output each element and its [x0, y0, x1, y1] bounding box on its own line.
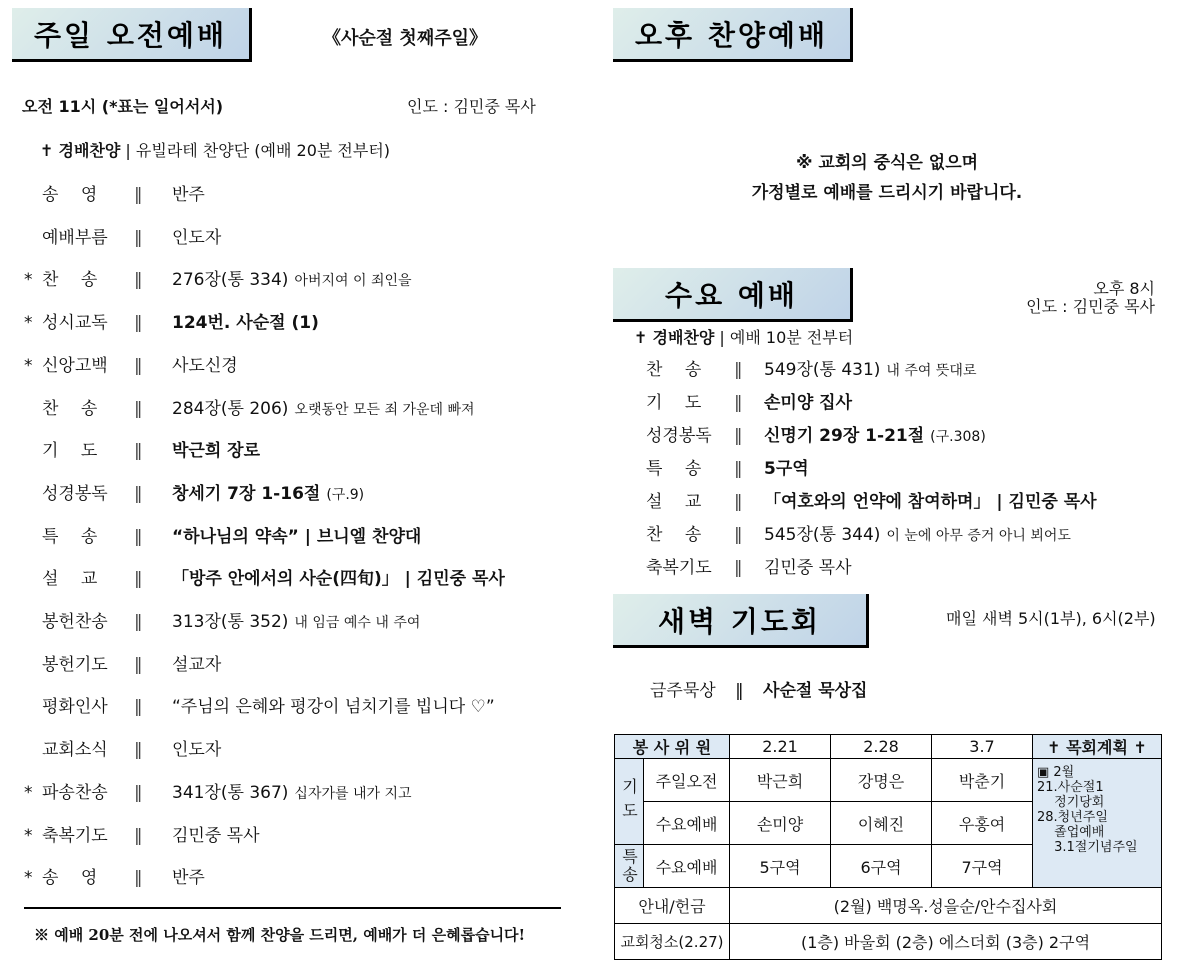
footer-divider: [24, 907, 561, 909]
order-item-value: 창세기 7장 1-16절: [172, 483, 321, 504]
plan-line: ▣ 2월: [1037, 765, 1075, 780]
table-header-cell: 2.28: [831, 735, 932, 759]
plan-header: ✝ 목회계획 ✝: [1033, 735, 1162, 759]
order-item-label: 특 송: [646, 459, 702, 479]
prelude-value: 예배 10분 전부터: [729, 328, 854, 347]
order-item-label: 파송찬송: [42, 782, 108, 803]
order-item: [24, 735, 221, 760]
afternoon-notice-2: 가정별로 예배를 드리시기 바랍니다.: [751, 183, 1023, 203]
order-item-value: 545장(통 344): [764, 525, 881, 545]
cleaning-label: 교회청소(2.27): [615, 924, 730, 960]
table-cell: 7구역: [932, 845, 1033, 888]
order-item-value: 313장(통 352): [172, 612, 289, 632]
table-header-cell: 봉 사 위 원: [615, 735, 730, 759]
meditation-label: 금주묵상: [650, 681, 716, 701]
order-item-value: 박근희 장로: [172, 441, 261, 462]
afternoon-service-title: 오후 찬양예배: [613, 8, 853, 62]
prelude-label: 경배찬양: [652, 328, 715, 347]
order-item-value: 「방주 안에서의 사순(四旬)」 | 김민중 목사: [172, 569, 505, 590]
volunteer-schedule-table: [614, 734, 1162, 960]
sunday-prelude: [40, 138, 390, 161]
order-item-sep: ‖: [734, 558, 743, 578]
order-item-value: 설교자: [172, 654, 222, 675]
order-item-label: 평화인사: [42, 697, 108, 718]
order-item: [24, 180, 205, 205]
plan-line: 21.사순절1: [1037, 780, 1104, 795]
order-item-value: 284장(통 206): [172, 398, 289, 419]
order-item: [24, 778, 412, 803]
order-item-sep: ‖: [134, 270, 143, 291]
afternoon-notice-1: ※ 교회의 중식은 없으며: [795, 153, 979, 173]
pastoral-plan: [1033, 759, 1162, 888]
order-item-note: 십자가를 내가 지고: [294, 785, 412, 802]
cross-icon: ✝: [634, 328, 648, 347]
order-item-value: 인도자: [172, 227, 222, 248]
order-item-note: (구.308): [930, 429, 986, 445]
wednesday-order-item: [646, 487, 1097, 512]
order-item-sep: ‖: [734, 492, 743, 512]
order-item-label: 찬 송: [42, 398, 98, 419]
group-label-prayer: 기도: [615, 759, 644, 845]
footer-notice: ※ 예배 20분 전에 나오셔서 함께 찬양을 드리면, 예배가 더 은혜롭습니다!: [34, 926, 526, 944]
order-item: [24, 564, 505, 589]
order-item-label: 찬 송: [42, 270, 98, 291]
order-item-value: 인도자: [172, 740, 222, 761]
order-item-value: 「여호와의 언약에 참여하며」 | 김민중 목사: [764, 492, 1097, 512]
table-cell: 강명은: [831, 759, 932, 802]
order-item-sep: ‖: [734, 393, 743, 413]
order-item-value: 반주: [172, 185, 205, 205]
table-cell: 손미양: [730, 802, 831, 845]
order-item-value: 신명기 29장 1-21절: [764, 426, 925, 446]
order-item-value: “하나님의 약속” | 브니엘 찬양대: [172, 526, 422, 547]
stand-mark: *: [24, 270, 33, 291]
plan-line: 졸업예배: [1037, 825, 1105, 840]
order-item-sep: ‖: [134, 782, 143, 803]
stand-mark: *: [24, 782, 33, 803]
sunday-service-title: 주일 오전예배: [12, 8, 252, 62]
order-item-sep: ‖: [734, 426, 743, 446]
group-label-special: 특송: [615, 845, 644, 888]
order-item-label: 기 도: [42, 441, 98, 462]
order-item-note: 오랫동안 모든 죄 가운데 빠져: [294, 401, 475, 418]
order-item-label: 봉헌기도: [42, 654, 108, 675]
plan-line: 정기당회: [1037, 795, 1105, 810]
order-item-label: 성경봉독: [646, 426, 712, 446]
order-item-value: 사도신경: [172, 355, 238, 376]
wednesday-prelude: [634, 325, 853, 348]
table-cell: 수요예배: [644, 802, 730, 845]
order-item-label: 찬 송: [646, 360, 702, 380]
prelude-sep: |: [125, 141, 131, 160]
order-item-value: “주님의 은혜와 평강이 넘치기를 빕니다 ♡”: [172, 697, 495, 718]
order-item-value: 124번. 사순절 (1): [172, 313, 319, 334]
wednesday-order-item: [646, 421, 986, 446]
wednesday-service-title: 수요 예배: [613, 268, 853, 322]
order-item-note: 내 임금 예수 내 주여: [294, 615, 421, 631]
wednesday-order-item: [646, 388, 852, 413]
order-item-label: 설 교: [42, 569, 98, 590]
order-item-sep: ‖: [734, 525, 743, 545]
wednesday-order-item: [646, 355, 976, 380]
meditation-sep: ‖: [735, 681, 744, 701]
table-header-cell: 3.7: [932, 735, 1033, 759]
order-item-label: 축복기도: [646, 558, 712, 578]
order-item-label: 설 교: [646, 492, 702, 512]
order-item-sep: ‖: [134, 526, 143, 547]
order-item: [24, 223, 221, 248]
order-item-sep: ‖: [134, 483, 143, 504]
order-item-value: 5구역: [764, 459, 809, 479]
order-item-label: 성경봉독: [42, 483, 108, 504]
order-item-note: 아버지여 이 죄인을: [294, 273, 412, 290]
order-item-label: 송 영: [42, 868, 98, 889]
table-cell: 주일오전: [644, 759, 730, 802]
cleaning-value: (1층) 바울회 (2층) 에스더회 (3층) 2구역: [730, 924, 1162, 960]
dawn-meditation: [650, 676, 867, 701]
stand-mark: *: [24, 825, 33, 846]
order-item: [24, 692, 495, 717]
order-item-note: 이 눈에 아무 증거 아니 뵈어도: [886, 528, 1071, 544]
wednesday-order-item: [646, 454, 809, 479]
order-item-value: 276장(통 334): [172, 270, 289, 291]
order-item: [24, 607, 420, 632]
table-cell: 수요예배: [644, 845, 730, 888]
order-item: [24, 308, 319, 333]
table-cell: 박춘기: [932, 759, 1033, 802]
order-item-note: (구.9): [326, 486, 365, 503]
order-item-sep: ‖: [134, 227, 143, 248]
cross-icon: ✝: [40, 141, 54, 160]
order-item-value: 341장(통 367): [172, 782, 289, 803]
table-cell: 5구역: [730, 845, 831, 888]
dawn-prayer-title: 새벽 기도회: [613, 594, 869, 648]
order-item-sep: ‖: [134, 441, 143, 462]
order-item: [24, 863, 205, 888]
stand-mark: *: [24, 313, 33, 334]
order-item-label: 송 영: [42, 185, 98, 205]
order-item-sep: ‖: [134, 612, 143, 632]
order-item: [24, 394, 475, 419]
wednesday-order-item: [646, 553, 852, 578]
offering-value: (2월) 백명옥.성을순/안수집사회: [730, 888, 1162, 924]
wednesday-leader: 인도 : 김민중 목사: [1026, 297, 1155, 316]
order-item: [24, 522, 421, 547]
order-item-label: 축복기도: [42, 825, 108, 846]
order-item-sep: ‖: [134, 313, 143, 334]
sunday-leader: 인도 : 김민중 목사: [407, 97, 536, 116]
table-cell: 우홍여: [932, 802, 1033, 845]
table-cell: 박근희: [730, 759, 831, 802]
order-item-label: 봉헌찬송: [42, 612, 108, 632]
dawn-time: 매일 새벽 5시(1부), 6시(2부): [946, 609, 1156, 628]
order-item-sep: ‖: [134, 654, 143, 675]
order-item-label: 성시교독: [42, 313, 108, 334]
order-item-label: 기 도: [646, 393, 702, 413]
offering-label: 안내/헌금: [615, 888, 730, 924]
order-item-label: 특 송: [42, 526, 98, 547]
order-item-value: 549장(통 431): [764, 360, 881, 380]
meditation-value: 사순절 묵상집: [763, 681, 868, 701]
order-item-sep: ‖: [134, 398, 143, 419]
order-item: [24, 650, 221, 675]
order-item: [24, 436, 260, 461]
order-item-value: 반주: [172, 868, 205, 889]
order-item: [24, 821, 260, 846]
order-item: [24, 351, 238, 376]
order-item-label: 신앙고백: [42, 355, 108, 376]
order-item-value: 김민중 목사: [764, 558, 852, 578]
stand-mark: *: [24, 868, 33, 889]
order-item-sep: ‖: [734, 459, 743, 479]
prelude-value: 유빌라테 찬양단 (예배 20분 전부터): [135, 141, 391, 160]
order-item-sep: ‖: [134, 868, 143, 889]
sunday-subtitle: 《사순절 첫째주일》: [323, 28, 487, 49]
table-cell: 6구역: [831, 845, 932, 888]
prelude-label: 경배찬양: [58, 141, 121, 160]
order-item-label: 교회소식: [42, 740, 108, 761]
order-item-label: 찬 송: [646, 525, 702, 545]
table-cell: 이혜진: [831, 802, 932, 845]
order-item-sep: ‖: [734, 360, 743, 380]
prelude-sep: |: [719, 328, 725, 347]
wednesday-time: 오후 8시: [1093, 279, 1155, 298]
order-item-value: 김민중 목사: [172, 825, 260, 846]
order-item: [24, 265, 412, 290]
stand-mark: *: [24, 355, 33, 376]
order-item-sep: ‖: [134, 740, 143, 761]
order-item-sep: ‖: [134, 697, 143, 718]
order-item-sep: ‖: [134, 825, 143, 846]
order-item-note: 내 주여 뜻대로: [886, 363, 977, 379]
order-item-value: 손미양 집사: [764, 393, 853, 413]
order-item: [24, 479, 364, 504]
order-item-sep: ‖: [134, 185, 143, 205]
wednesday-order-item: [646, 520, 1071, 545]
order-item-sep: ‖: [134, 569, 143, 590]
order-item-sep: ‖: [134, 355, 143, 376]
plan-line: 3.1절기념주일: [1037, 840, 1138, 855]
order-item-label: 예배부름: [42, 227, 108, 248]
table-header-cell: 2.21: [730, 735, 831, 759]
plan-line: 28.청년주일: [1037, 810, 1108, 825]
sunday-time: 오전 11시 (*표는 일어서서): [22, 97, 224, 116]
